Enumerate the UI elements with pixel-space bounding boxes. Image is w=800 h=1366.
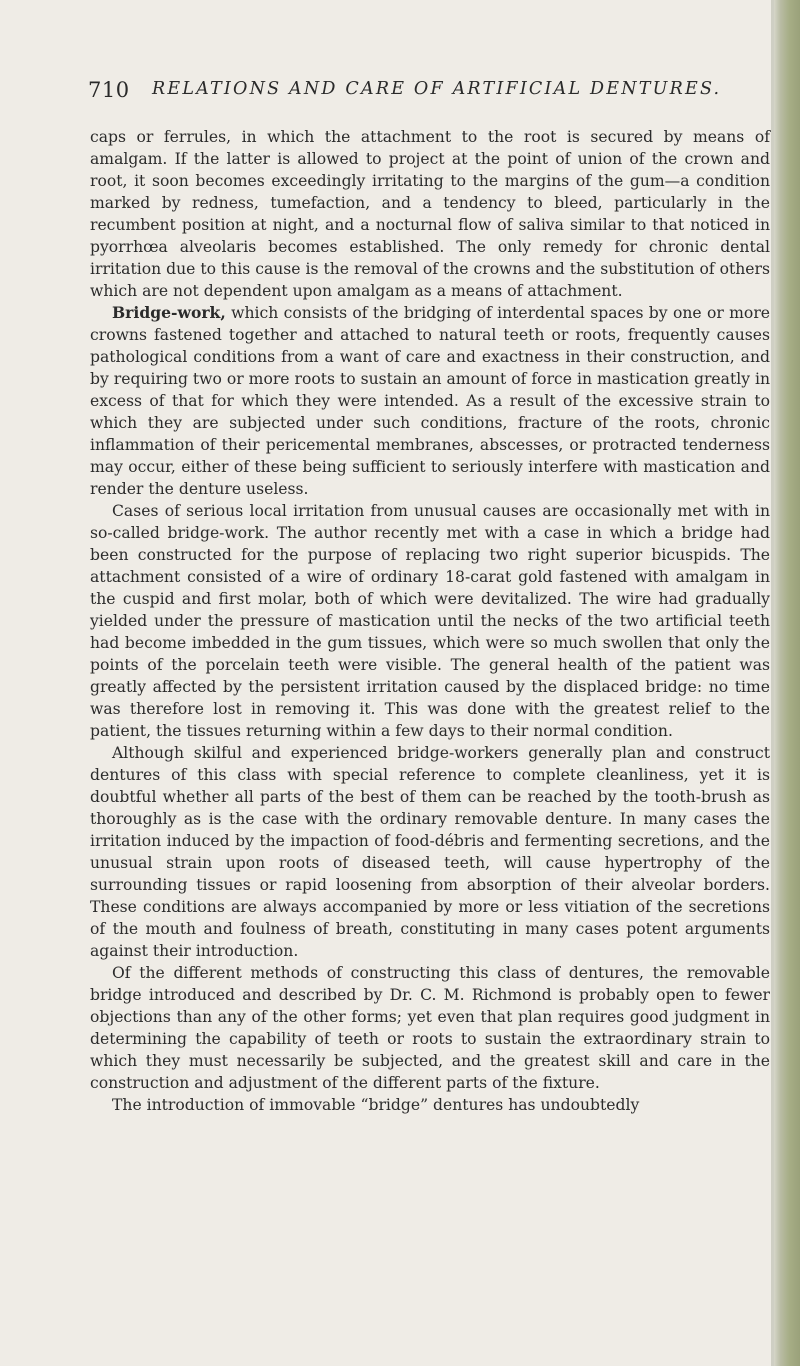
paragraph-2: [90, 302, 770, 500]
page-number: 710: [88, 78, 130, 102]
page-edge: [774, 0, 800, 1366]
paragraph-text: caps or ferrules, in which the attachment to the root is secured by means of amalgam. If the latter is allowed to project at the point of union of the crown and root, it soon becomes exceedingly irritating to the margins of the gum—a condition marked by redness, tumefaction, and a tendency to bleed, particularly in the recumbent position at night, and a nocturnal flow of saliva similar to that noticed in pyorrhœa alveolaris becomes established. The only remedy for chronic dental irritation due to this cause is the removal of the crowns and the substitution of others which are not dependent upon amalgam as a means of attachment.: [90, 128, 770, 300]
running-title: RELATIONS AND CARE OF ARTIFICIAL DENTURES.: [152, 79, 722, 99]
paragraph-3: [90, 500, 770, 742]
paragraph-text: Although skilful and experienced bridge-workers generally plan and construct dentures of this class with special reference to complete cleanliness, yet it is doubtful whether all parts of the best of them can be reached by the tooth-brush as thoroughly as is the case with the ordinary removable denture. In many cases the irritation induced by the impaction of food-débris and fermenting secretions, and the unusual strain upon roots of diseased teeth, will cause hypertrophy of the surrounding tissues or rapid loosening from absorption of their alveolar borders. These conditions are always accompanied by more or less vitiation of the secretions of the mouth and foulness of breath, constituting in many cases potent arguments against their introduction.: [90, 744, 770, 960]
paragraph-6: [90, 1094, 770, 1116]
body-text: [90, 126, 770, 1116]
paragraph-text: Cases of serious local irritation from unusual causes are occasionally met with in so-called bridge-work. The author recently met with a case in which a bridge had been constructed for the purpose of replacing two right superior bicuspids. The attachment consisted of a wire of ordinary 18-carat gold fastened with amalgam in the cuspid and first molar, both of which were devitalized. The wire had gradually yielded under the pressure of mastication until the necks of the two artificial teeth had become imbedded in the gum tissues, which were so much swollen that only the points of the porcelain teeth were visible. The general health of the patient was greatly affected by the persistent irritation caused by the displaced bridge: no time was therefore lost in removing it. This was done with the greatest relief to the patient, the tissues returning within a few days to their normal condition.: [90, 502, 770, 740]
page-header: [88, 78, 728, 108]
paragraph-5: [90, 962, 770, 1094]
paragraph-4: [90, 742, 770, 962]
paragraph-lead: Bridge-work,: [112, 303, 226, 322]
paragraph-1: [90, 126, 770, 302]
paragraph-text: The introduction of immovable “bridge” dentures has undoubtedly: [112, 1096, 640, 1114]
paragraph-text: which consists of the bridging of interdental spaces by one or more crowns fastened together and attached to natural teeth or roots, frequently causes pathological conditions from a want of care and exactness in their construction, and by requiring two or more roots to sustain an amount of force in mastication greatly in excess of that for which they were intended. As a result of the excessive strain to which they are subjected under such conditions, fracture of the roots, chronic inflammation of their pericemental membranes, abscesses, or protracted tenderness may occur, either of these being sufficient to seriously interfere with mastication and render the denture useless.: [90, 304, 770, 498]
paragraph-text: Of the different methods of constructing this class of dentures, the removable bridge introduced and described by Dr. C. M. Richmond is probably open to fewer objections than any of the other forms; yet even that plan requires good judgment in determining the capability of teeth or roots to sustain the extraordinary strain to which they must necessarily be subjected, and the greatest skill and care in the construction and adjustment of the different parts of the fixture.: [90, 964, 770, 1092]
